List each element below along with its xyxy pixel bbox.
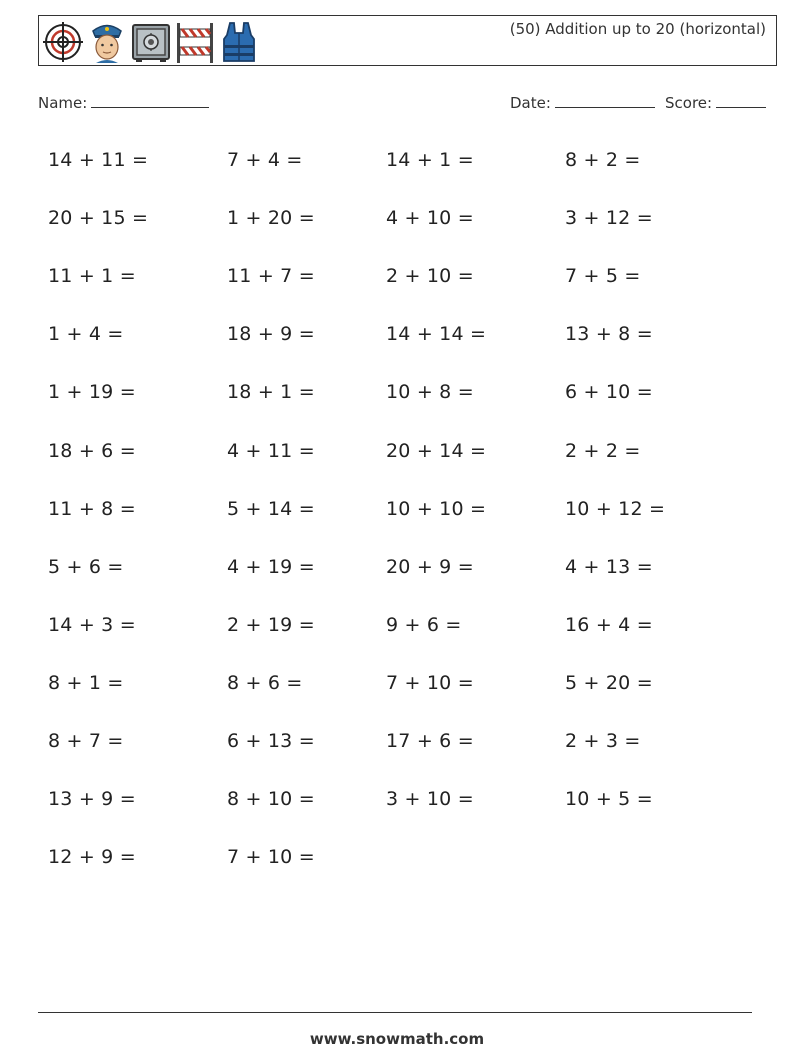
problem-item: 7 + 10 = — [386, 672, 474, 694]
problem-item: 1 + 20 = — [227, 207, 315, 229]
header-icons — [42, 19, 260, 65]
problem-item: 14 + 14 = — [386, 323, 487, 345]
date-field[interactable] — [510, 93, 655, 112]
crosshair-target-icon — [42, 19, 84, 65]
problem-item: 14 + 1 = — [386, 149, 474, 171]
problem-item: 2 + 19 = — [227, 614, 315, 636]
problem-item: 8 + 7 = — [48, 730, 124, 752]
vest-icon — [218, 19, 260, 65]
problem-item: 5 + 20 = — [565, 672, 653, 694]
problem-item: 14 + 11 = — [48, 149, 149, 171]
safe-icon — [130, 19, 172, 65]
problem-item: 13 + 9 = — [48, 788, 136, 810]
problem-item: 3 + 12 = — [565, 207, 653, 229]
problem-item: 8 + 6 = — [227, 672, 303, 694]
problem-item: 18 + 1 = — [227, 381, 315, 403]
score-blank-line[interactable] — [716, 93, 766, 108]
problem-item: 3 + 10 = — [386, 788, 474, 810]
problem-item: 6 + 10 = — [565, 381, 653, 403]
problem-item: 2 + 3 = — [565, 730, 641, 752]
problem-item: 5 + 6 = — [48, 556, 124, 578]
problem-item: 7 + 4 = — [227, 149, 303, 171]
problem-item: 18 + 9 = — [227, 323, 315, 345]
name-blank-line[interactable] — [91, 93, 209, 108]
worksheet-title: (50) Addition up to 20 (horizontal) — [509, 20, 766, 38]
problem-item: 7 + 5 = — [565, 265, 641, 287]
problem-item: 8 + 10 = — [227, 788, 315, 810]
problem-item: 10 + 10 = — [386, 498, 487, 520]
problem-item: 1 + 4 = — [48, 323, 124, 345]
problem-item: 13 + 8 = — [565, 323, 653, 345]
problem-item: 10 + 12 = — [565, 498, 666, 520]
problem-item: 7 + 10 = — [227, 846, 315, 868]
problem-item: 4 + 19 = — [227, 556, 315, 578]
name-label: Name: — [38, 94, 88, 112]
problem-item: 8 + 1 = — [48, 672, 124, 694]
problem-item: 6 + 13 = — [227, 730, 315, 752]
problem-item: 4 + 13 = — [565, 556, 653, 578]
name-field[interactable] — [38, 93, 209, 112]
worksheet-header — [38, 15, 777, 66]
problem-item: 9 + 6 = — [386, 614, 462, 636]
problem-item: 10 + 8 = — [386, 381, 474, 403]
problem-item: 17 + 6 = — [386, 730, 474, 752]
score-label: Score: — [665, 94, 713, 112]
problem-item: 5 + 14 = — [227, 498, 315, 520]
problem-item: 11 + 7 = — [227, 265, 315, 287]
problem-item: 1 + 19 = — [48, 381, 136, 403]
problem-item: 14 + 3 = — [48, 614, 136, 636]
problem-item: 4 + 10 = — [386, 207, 474, 229]
problem-item: 8 + 2 = — [565, 149, 641, 171]
problem-item: 20 + 14 = — [386, 440, 487, 462]
problem-item: 10 + 5 = — [565, 788, 653, 810]
problem-item: 2 + 2 = — [565, 440, 641, 462]
police-officer-icon — [86, 19, 128, 65]
date-label: Date: — [510, 94, 551, 112]
problem-item: 2 + 10 = — [386, 265, 474, 287]
problem-item: 16 + 4 = — [565, 614, 653, 636]
footer-divider — [38, 1012, 752, 1013]
barrier-icon — [174, 19, 216, 65]
problem-item: 4 + 11 = — [227, 440, 315, 462]
score-field[interactable] — [665, 93, 766, 112]
problem-item: 11 + 1 = — [48, 265, 136, 287]
problem-item: 20 + 9 = — [386, 556, 474, 578]
footer-url: www.snowmath.com — [309, 1030, 485, 1048]
problem-item: 12 + 9 = — [48, 846, 136, 868]
date-blank-line[interactable] — [555, 93, 655, 108]
problem-item: 18 + 6 = — [48, 440, 136, 462]
problem-item: 20 + 15 = — [48, 207, 149, 229]
problem-item: 11 + 8 = — [48, 498, 136, 520]
